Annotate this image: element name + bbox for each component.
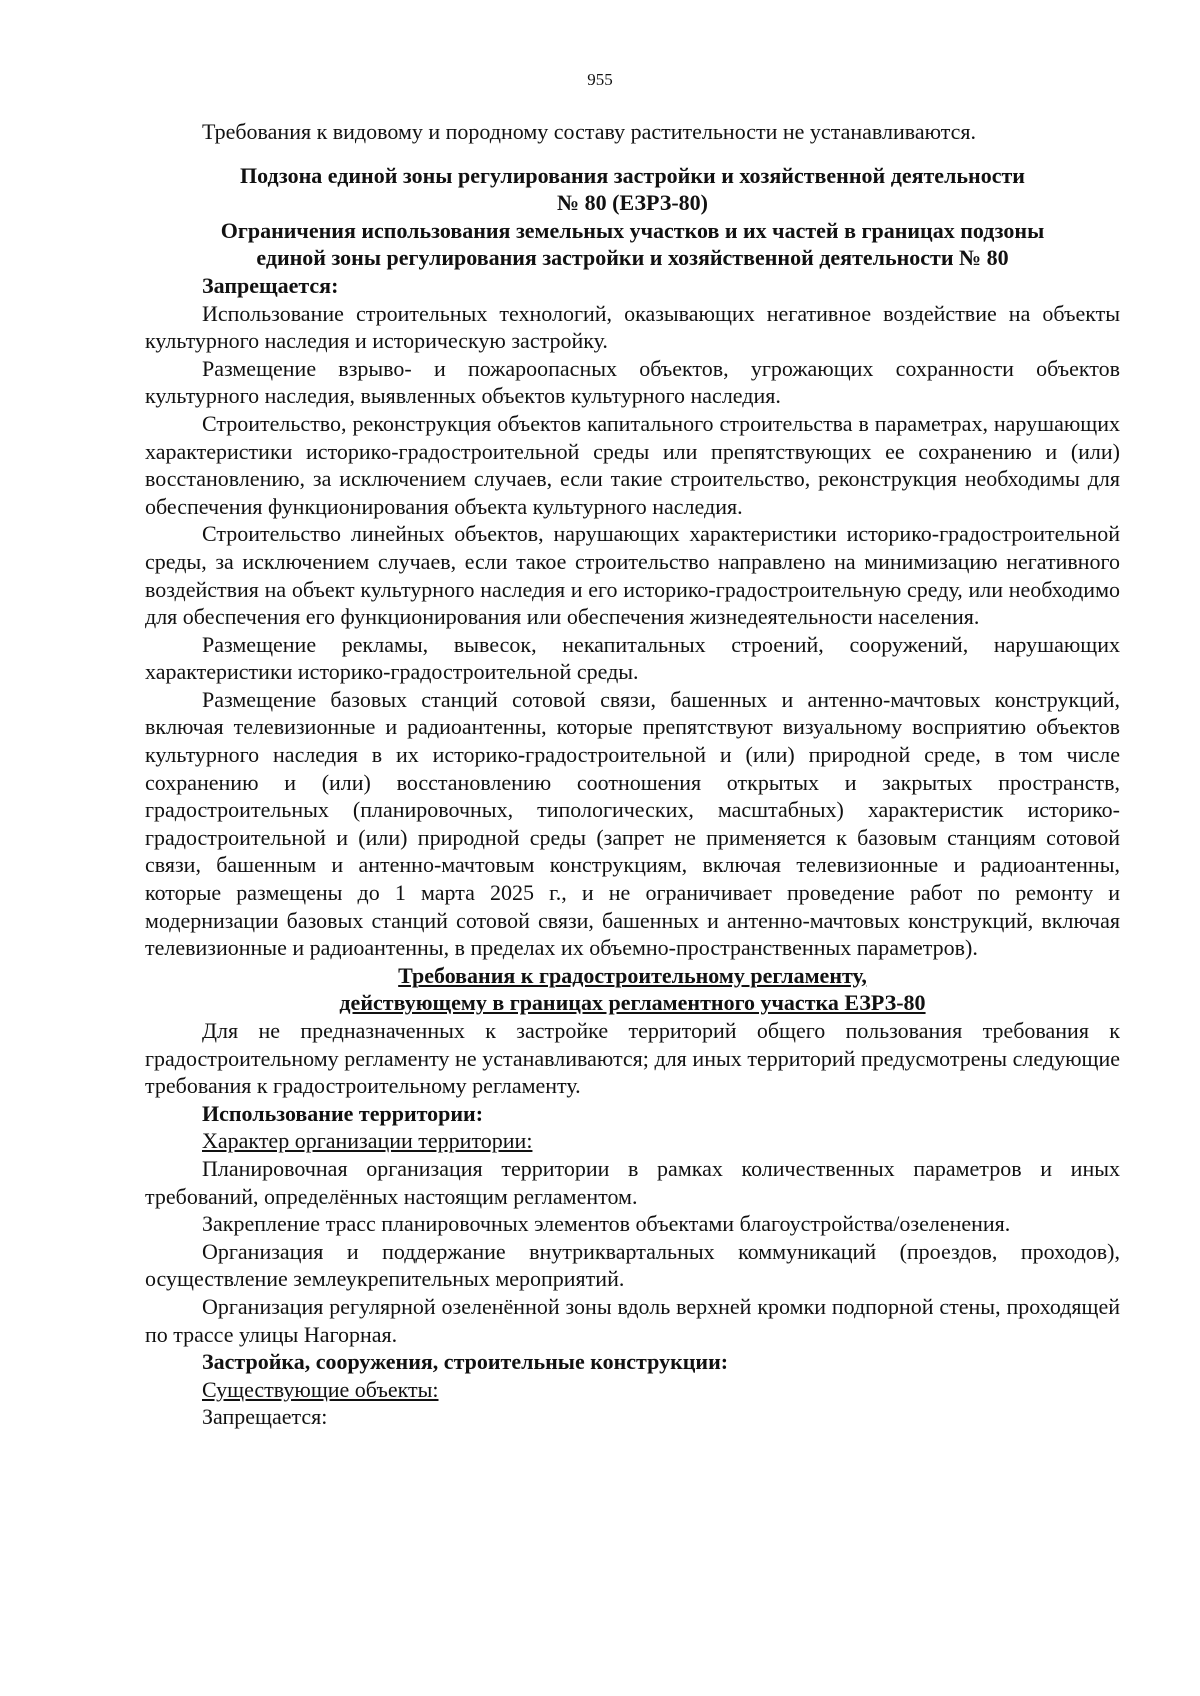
- prohibition-item: Строительство линейных объектов, нарушающих характеристики историко-градостроительной среды, за исключением случаев, если такое строительство направлено на минимизацию негативного воздействия на объект культурного наследия и его историко-градостроительную среду, или необходимо для обеспечения его функционирования или обеспечения жизнедеятельности населения.: [145, 521, 1120, 630]
- subzone-title: [145, 162, 1120, 217]
- prohibited-heading: Запрещается:: [202, 272, 339, 298]
- intro-paragraph: Требования к видовому и породному составу растительности не устанавливаются.: [202, 119, 977, 144]
- territory-item: Организация и поддержание внутриквартальных коммуникаций (проездов, проходов), осуществление землеукрепительных мероприятий.: [145, 1238, 1120, 1292]
- territory-item: Организация регулярной озеленённой зоны вдоль верхней кромки подпорной стены, проходящей по трассе улицы Нагорная.: [145, 1293, 1120, 1347]
- regulation-title: [145, 962, 1120, 1017]
- restrictions-title-line-2: единой зоны регулирования застройки и хозяйственной деятельности № 80: [256, 245, 1009, 271]
- prohibition-item: Строительство, реконструкция объектов капитального строительства в параметрах, нарушающих характеристики историко-градостроительной среды или препятствующих ее сохранению и (или) восстановлению, за исключением случаев, если такие строительство, реконструкция необходимы для обеспечения функционирования объекта культурного наследия.: [145, 410, 1120, 519]
- subzone-title-line-2: № 80 (ЕЗРЗ-80): [557, 190, 708, 216]
- page-number: 955: [587, 70, 613, 89]
- territory-use-heading: Использование территории:: [202, 1100, 484, 1126]
- prohibition-item: Использование строительных технологий, оказывающих негативное воздействие на объекты культурного наследия и историческую застройку.: [145, 300, 1120, 354]
- prohibition-item: Размещение взрыво- и пожароопасных объектов, угрожающих сохранности объектов культурного наследия, выявленных объектов культурного наследия.: [145, 355, 1120, 409]
- existing-objects-heading: Существующие объекты:: [202, 1376, 439, 1402]
- restrictions-title: [145, 217, 1120, 272]
- existing-prohibited-label: Запрещается:: [202, 1404, 328, 1430]
- prohibition-item: Размещение рекламы, вывесок, некапитальных строений, сооружений, нарушающих характеристики историко-градостроительной среды.: [145, 631, 1120, 685]
- restrictions-title-line-1: Ограничения использования земельных участков и их частей в границах подзоны: [220, 217, 1045, 243]
- territory-item: Закрепление трасс планировочных элементов объектами благоустройства/озеленения.: [202, 1211, 1011, 1237]
- construction-heading: Застройка, сооружения, строительные конструкции:: [202, 1349, 729, 1375]
- document-body: [145, 118, 1120, 1431]
- regulation-title-line-2: действующему в границах регламентного участка ЕЗРЗ-80: [339, 990, 926, 1016]
- regulation-intro: Для не предназначенных к застройке территорий общего пользования требования к градостроительному регламенту не устанавливаются; для иных территорий предусмотрены следующие требования к градостроительному регламенту.: [145, 1018, 1120, 1099]
- territory-org-heading: Характер организации территории:: [202, 1128, 533, 1154]
- subzone-title-line-1: Подзона единой зоны регулирования застройки и хозяйственной деятельности: [240, 162, 1025, 188]
- territory-item: Планировочная организация территории в рамках количественных параметров и иных требований, определённых настоящим регламентом.: [145, 1155, 1120, 1209]
- prohibition-item: Размещение базовых станций сотовой связи, башенных и антенно-мачтовых конструкций, включая телевизионные и радиоантенны, которые препятствуют визуальному восприятию объектов культурного наследия в их историко-градостроительной и (или) природной среде, в том числе сохранению и (или) восстановлению соотношения открытых и закрытых пространств, градостроительных (планировочных, типологических, масштабных) характеристик историко-градостроительной и (или) природной среды (запрет не применяется к базовым станциям сотовой связи, башенным и антенно-мачтовым конструкциям, включая телевизионные и радиоантенны, которые размещены до 1 марта 2025 г., и не ограничивает проведение работ по ремонту и модернизации базовых станций сотовой связи, башенных и антенно-мачтовых конструкций, включая телевизионные и радиоантенны, в пределах их объемно-пространственных параметров).: [145, 686, 1120, 961]
- regulation-title-line-1: Требования к градостроительному регламенту,: [398, 962, 867, 988]
